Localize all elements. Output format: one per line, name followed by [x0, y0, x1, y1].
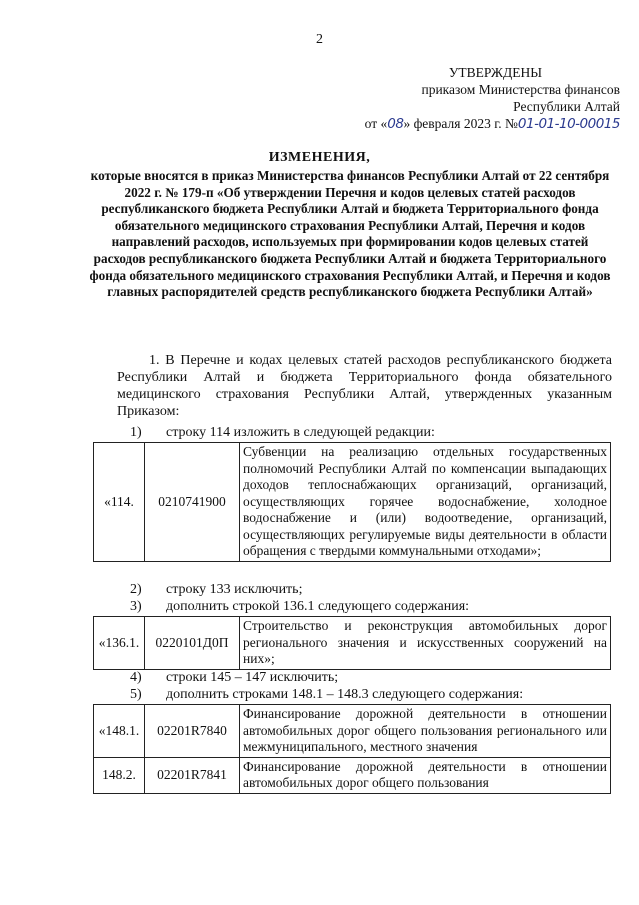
row-code: 02201R7841 — [145, 757, 240, 793]
page-number: 2 — [316, 32, 323, 47]
row-number: «148.1. — [94, 705, 145, 758]
approval-line-3: Республики Алтай — [513, 99, 620, 114]
list-item: 2) строку 133 исключить; — [130, 582, 303, 597]
row-description: Субвенции на реализацию отдельных государственных полномочий Республики Алтай по компенсации выпадающих доходов теплоснабжающих организаций, организаций, осуществляющих горячее водоснабжение, холодное водоснабжение и (или) водоотведение, организаций, осуществляющих регулируемые виды деятельности в области обращения с твердыми коммунальными отходами»; — [240, 443, 611, 562]
row-description: Финансирование дорожной деятельности в отношении автомобильных дорог общего пользования — [240, 757, 611, 793]
table-row — [94, 705, 611, 758]
approval-block — [300, 64, 620, 133]
row-code: 0220101Д0П — [145, 617, 240, 670]
paragraph-1-text: 1. В Перечне и кодах целевых статей расходов республиканского бюджета Республики Алтай и бюджета Территориального фонда обязательного медицинского страхования Республики Алтай, утвержденных указанным Приказом: — [117, 353, 612, 419]
date-prefix: от « — [364, 116, 388, 131]
table-row — [94, 617, 611, 670]
row-number: 148.2. — [94, 757, 145, 793]
handwritten-day: 08 — [387, 116, 404, 132]
approval-heading: УТВЕРЖДЕНЫ — [448, 65, 542, 80]
row-description: Строительство и реконструкция автомобильных дорог регионального значения и искусственных сооружений на них»; — [240, 617, 611, 670]
row-code: 02201R7840 — [145, 705, 240, 758]
table-row — [94, 443, 611, 562]
row-description: Финансирование дорожной деятельности в отношении автомобильных дорог общего пользования регионального или межмуниципального, местного значения — [240, 705, 611, 758]
list-item: 1) строку 114 изложить в следующей редакции: — [130, 425, 435, 440]
table-row-114 — [93, 442, 611, 562]
approval-date-line — [300, 115, 620, 133]
row-code: 0210741900 — [145, 443, 240, 562]
table-row — [94, 757, 611, 793]
table-row-136-1 — [93, 616, 611, 670]
row-number: «136.1. — [94, 617, 145, 670]
list-item: 3) дополнить строкой 136.1 следующего содержания: — [130, 599, 470, 614]
date-mid: » февраля 2023 г. № — [403, 116, 518, 131]
list-item: 4) строки 145 – 147 исключить; — [130, 670, 339, 685]
row-number: «114. — [94, 443, 145, 562]
document-subtitle: которые вносятся в приказ Министерства финансов Республики Алтай от 22 сентября 2022 г. № 179-п «Об утверждении Перечня и кодов целевых статей расходов республиканского бюджета Республики Алтай и бюджета Территориального фонда обязательного медицинского страхования Республики Алтай, Перечня и кодов направлений расходов, используемых при формировании кодов целевых статей расходов республиканского бюджета Республики Алтай и бюджета Территориального фонда обязательного медицинского страхования Республики Алтай, и Перечня и кодов главных распорядителей средств республиканского бюджета Республики Алтай» — [89, 168, 611, 300]
approval-line-2: приказом Министерства финансов — [421, 82, 620, 97]
paragraph-1 — [117, 352, 612, 420]
table-rows-148 — [93, 704, 611, 794]
list-item: 5) дополнить строками 148.1 – 148.3 следующего содержания: — [130, 687, 524, 702]
handwritten-order-number: 01-01-10-00015 — [517, 116, 620, 132]
document-title: ИЗМЕНЕНИЯ, — [268, 150, 371, 165]
